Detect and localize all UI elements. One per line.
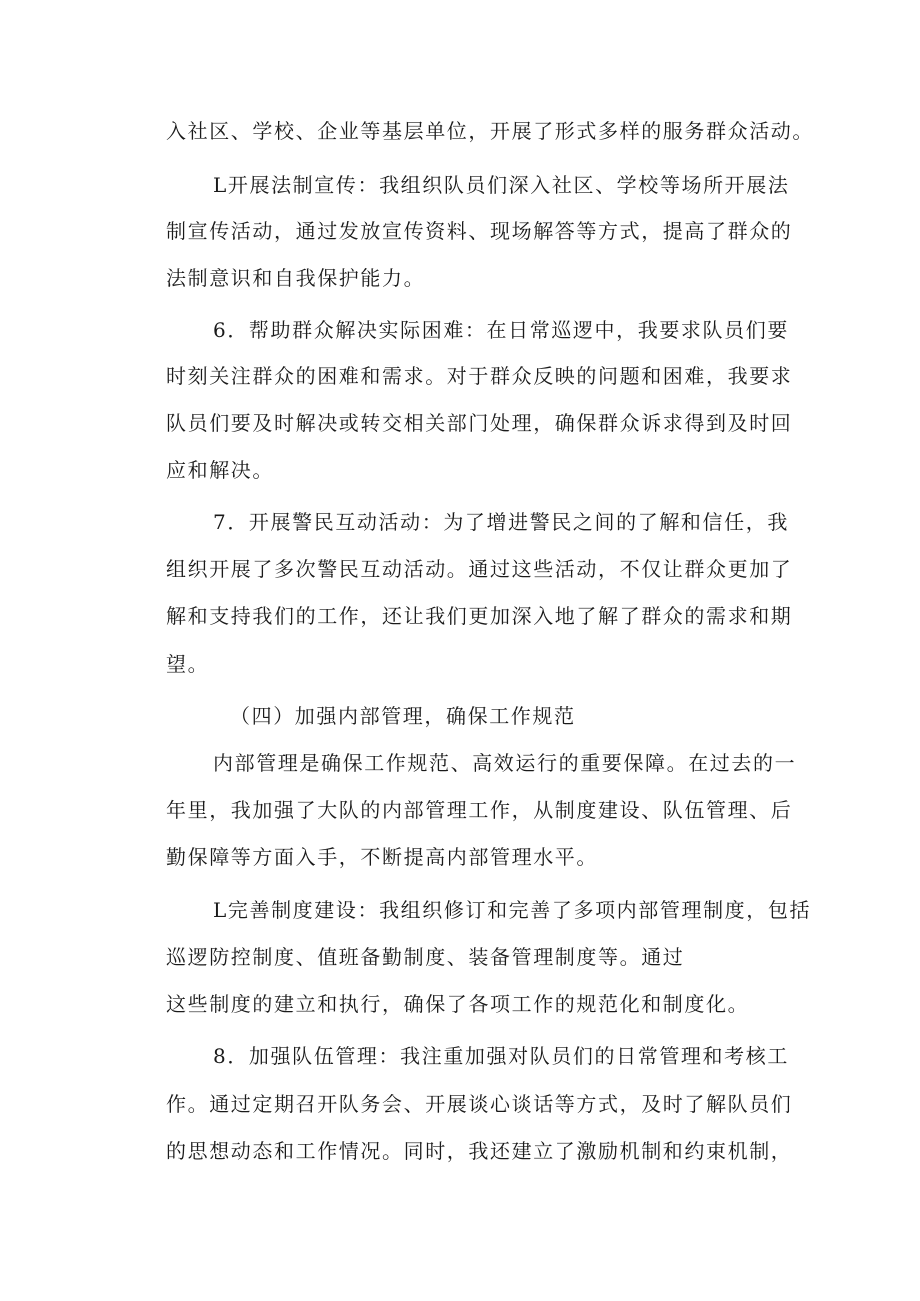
- text-line: 法制意识和自我保护能力。: [166, 266, 426, 290]
- section-heading: （四）加强内部管理，确保工作规范: [230, 704, 576, 728]
- text-line: 时刻关注群众的困难和需求。对于群众反映的问题和困难，我要求: [166, 364, 793, 388]
- text-line: 组织开展了多次警民互动活动。通过这些活动，不仅让群众更加了: [166, 557, 793, 581]
- text-line: 作。通过定期召开队务会、开展谈心谈话等方式，及时了解队员们: [166, 1092, 793, 1116]
- text-line: 勤保障等方面入手，不断提高内部管理水平。: [166, 845, 598, 869]
- text-line: 入社区、学校、企业等基层单位，开展了形式多样的服务群众活动。: [166, 119, 814, 143]
- text-line: 队员们要及时解决或转交相关部门处理，确保群众诉求得到及时回: [166, 411, 793, 435]
- text-line: 的思想动态和工作情况。同时，我还建立了激励机制和约束机制，: [166, 1139, 793, 1163]
- paragraph-start-line: 6．帮助群众解决实际困难：在日常巡逻中，我要求队员们要: [213, 318, 789, 342]
- paragraph-start-line: 7．开展警民互动活动：为了增进警民之间的了解和信任，我: [213, 510, 789, 534]
- text-line: 年里，我加强了大队的内部管理工作，从制度建设、队伍管理、后: [166, 798, 793, 822]
- text-line: 应和解决。: [166, 458, 274, 482]
- paragraph-start-line: 8．加强队伍管理：我注重加强对队员们的日常管理和考核工: [213, 1044, 789, 1068]
- text-line: 制宣传活动，通过发放宣传资料、现场解答等方式，提高了群众的: [166, 219, 793, 243]
- text-line: 解和支持我们的工作，还让我们更加深入地了解了群众的需求和期: [166, 604, 793, 628]
- paragraph-start-line: L完善制度建设：我组织修订和完善了多项内部管理制度，包括: [213, 898, 812, 922]
- paragraph-start-line: 内部管理是确保工作规范、高效运行的重要保障。在过去的一: [213, 751, 797, 775]
- text-line: 巡逻防控制度、值班备勤制度、装备管理制度等。通过: [166, 945, 685, 969]
- text-line: 望。: [166, 652, 210, 676]
- text-line: 这些制度的建立和执行，确保了各项工作的规范化和制度化。: [166, 992, 750, 1016]
- paragraph-start-line: L开展法制宣传：我组织队员们深入社区、学校等场所开展法: [213, 173, 790, 197]
